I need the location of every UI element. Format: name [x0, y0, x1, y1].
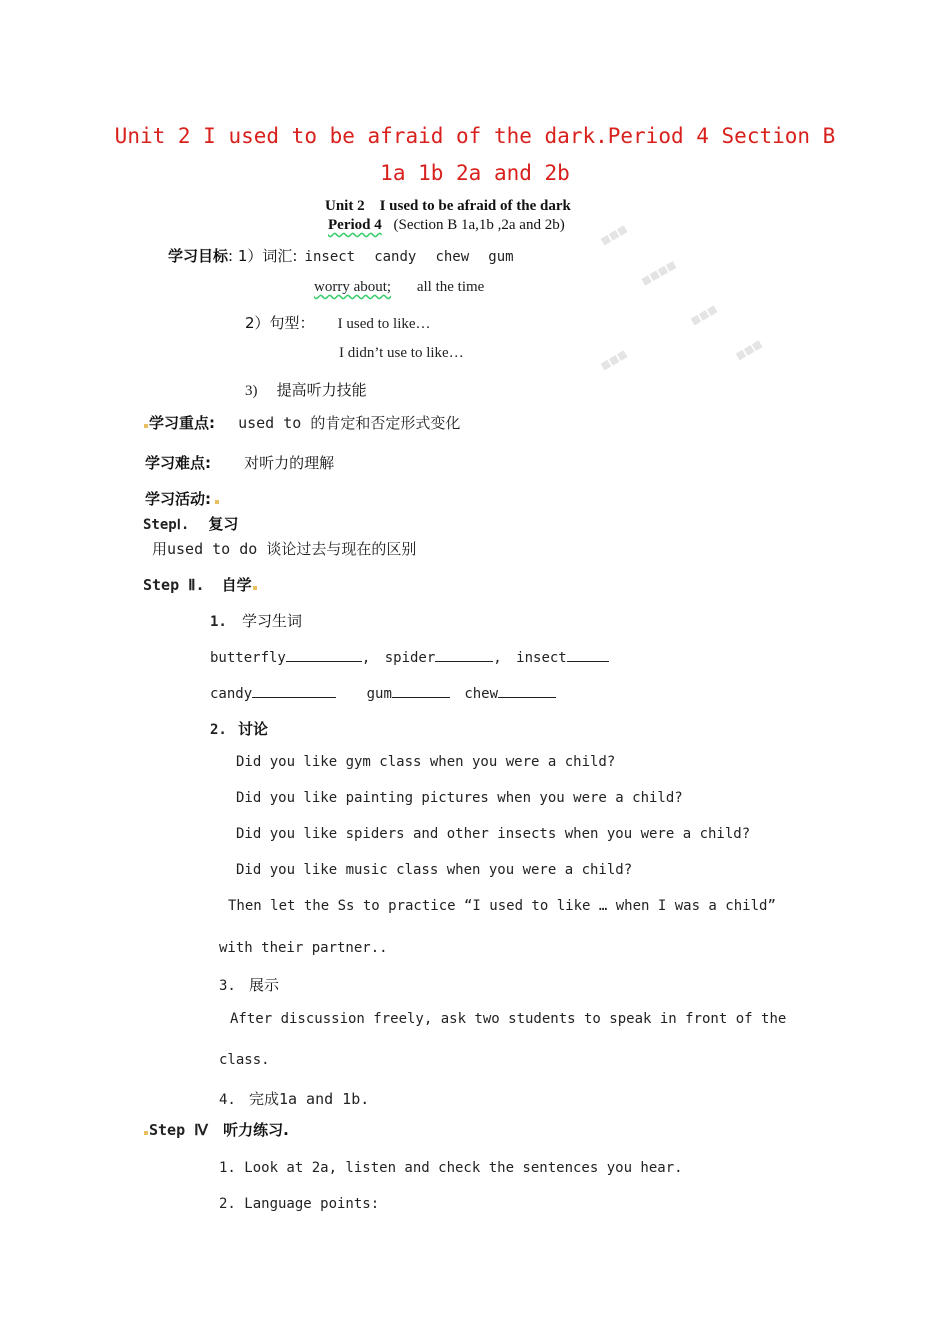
- objectives-vocab-line: [168, 245, 514, 266]
- document-title-line1: Unit 2 I used to be afraid of the dark.Period 4 Section B: [114, 124, 836, 148]
- step1-text: 用used to do 谈论过去与现在的区别: [152, 540, 417, 558]
- discussion-question: Did you like spiders and other insects when you were a child?: [236, 826, 751, 842]
- item3-title: 展示: [248, 976, 279, 994]
- unit-subheader-text: Unit 2 I used to be afraid of the dark: [325, 198, 571, 214]
- fill-blank: [392, 683, 450, 698]
- phrase-worry-about: worry about;: [314, 279, 392, 295]
- fill-blank: [567, 647, 609, 662]
- fill-word: spider: [384, 650, 436, 666]
- difficulty-line: [145, 452, 334, 473]
- period-section: (Section B 1a,1b ,2a and 2b): [393, 217, 565, 233]
- fill-blank: [435, 647, 493, 662]
- vocab-word: gum: [488, 249, 514, 265]
- listening-objective: [245, 379, 367, 400]
- focus-line: [143, 412, 460, 433]
- step1-title: 复习: [208, 515, 239, 533]
- watermark: ■■■: [599, 223, 630, 248]
- vocab-prefix: : 1）词汇:: [228, 247, 298, 265]
- item1-num: 1.: [210, 614, 227, 630]
- watermark: ■■■: [689, 303, 720, 328]
- step4-label: Step Ⅳ: [149, 1121, 208, 1139]
- vocab-fill-row1: butterfly , spider , insect: [210, 647, 609, 666]
- discussion-question: Did you like painting pictures when you were a child?: [236, 790, 683, 806]
- step4-heading: [143, 1119, 289, 1140]
- objectives-phrases-line: [314, 279, 484, 296]
- listening-num: 3): [245, 383, 258, 399]
- focus-text: used to 的肯定和否定形式变化: [238, 414, 461, 432]
- step4-title: 听力练习.: [223, 1121, 289, 1139]
- difficulty-text: 对听力的理解: [244, 454, 335, 472]
- listening-item2: 2. Language points:: [219, 1196, 380, 1212]
- sentence-pattern-line1: [245, 312, 431, 333]
- watermark: ■■■: [734, 338, 765, 363]
- item3-num: 3.: [219, 978, 236, 994]
- step2-item4: [219, 1088, 369, 1109]
- discussion-question: Did you like music class when you were a child?: [236, 862, 633, 878]
- practice-line2: with their partner..: [219, 940, 388, 956]
- fill-blank: [252, 683, 336, 698]
- vocab-word: candy: [374, 249, 417, 265]
- period-subheader: [328, 217, 565, 234]
- item1-title: 学习生词: [241, 612, 302, 630]
- activities-line: [145, 488, 220, 509]
- step2-item2: [210, 718, 268, 739]
- sentence-pattern-2: I didn’t use to like…: [339, 345, 464, 361]
- unit-subheader: [325, 194, 571, 215]
- fill-word: candy: [210, 686, 253, 702]
- vocab-fill-row2: [210, 683, 556, 702]
- vocab-word: insect: [304, 249, 356, 265]
- item4-text: 完成1a and 1b.: [248, 1090, 370, 1108]
- listening-text: 提高听力技能: [276, 381, 367, 399]
- practice-line1: Then let the Ss to practice “I used to like … when I was a child”: [228, 898, 776, 914]
- fill-word: butterfly: [210, 650, 286, 666]
- activities-label: 学习活动:: [145, 490, 211, 508]
- fill-word: gum: [366, 686, 392, 702]
- edit-mark: [144, 424, 148, 428]
- sentence-label: 2）句型：: [245, 314, 315, 332]
- item4-num: 4.: [219, 1092, 236, 1108]
- edit-mark: [253, 586, 257, 590]
- item2-num: 2.: [210, 722, 227, 738]
- step2-heading: [143, 574, 258, 595]
- document-title-line2: 1a 1b 2a and 2b: [380, 161, 570, 185]
- period-label: Period 4: [328, 217, 382, 233]
- phrase-all-the-time: all the time: [416, 279, 485, 295]
- fill-blank: [498, 683, 556, 698]
- step2-item3: [219, 974, 279, 995]
- objectives-label: 学习目标: [168, 247, 229, 265]
- show-line2: class.: [219, 1052, 270, 1068]
- difficulty-label: 学习难点:: [145, 454, 211, 472]
- fill-word: chew: [464, 686, 499, 702]
- edit-mark: [144, 1131, 148, 1135]
- vocab-word: chew: [435, 249, 470, 265]
- show-line1: After discussion freely, ask two students to speak in front of the: [230, 1011, 787, 1027]
- focus-label: 学习重点:: [149, 414, 215, 432]
- fill-blank: [286, 647, 362, 662]
- item2-title: 讨论: [237, 720, 268, 738]
- sentence-pattern-1: I used to like…: [337, 316, 431, 332]
- step2-label: Step Ⅱ.: [143, 576, 205, 594]
- watermark: ■■■: [599, 348, 630, 373]
- fill-word: insect: [516, 650, 567, 666]
- listening-item1: 1. Look at 2a, listen and check the sentences you hear.: [219, 1160, 683, 1176]
- step1-heading: [143, 513, 238, 534]
- step2-item1: [210, 610, 302, 631]
- watermark: ■■■■: [639, 259, 679, 288]
- step2-title: 自学: [221, 576, 252, 594]
- edit-mark: [215, 500, 219, 504]
- step1-label: StepⅠ.: [143, 517, 190, 533]
- discussion-question: Did you like gym class when you were a child?: [236, 754, 616, 770]
